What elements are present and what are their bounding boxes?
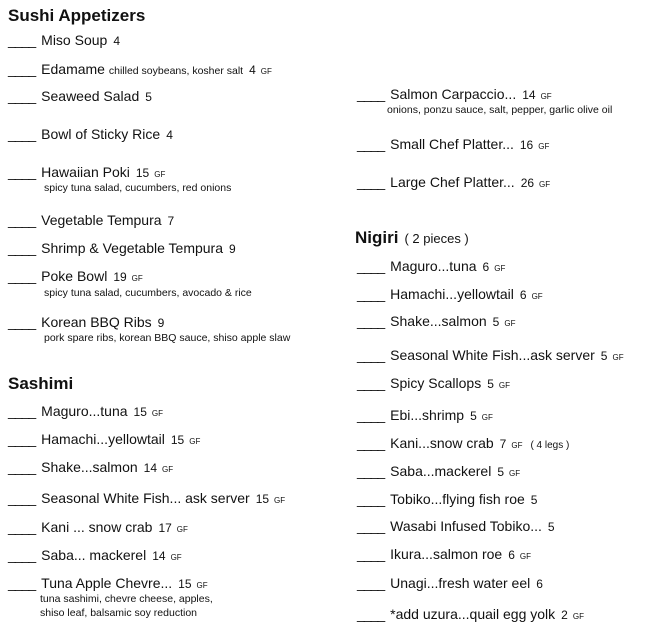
menu-item: ____ Tobiko...flying fish roe 5 [357,491,538,507]
menu-item: ____ Shrimp & Vegetable Tempura 9 [8,240,236,256]
item-description: spicy tuna salad, cucumbers, red onions [44,182,232,194]
menu-item: ____ Large Chef Platter... 26 GF [357,174,551,190]
menu-item: ____ Ebi...shrimp 5 GF [357,407,493,423]
menu-item: ____ Small Chef Platter... 16 GF [357,136,550,152]
menu-item: ____ Maguro...tuna 15 GF [8,403,164,419]
menu-item: ____ Vegetable Tempura 7 [8,212,175,228]
menu-item: ____ Unagi...fresh water eel 6 [357,575,543,591]
menu-item: ____ Kani...snow crab 7 GF ( 4 legs ) [357,435,570,451]
menu-item: ____ Saba... mackerel 14 GF [8,547,182,563]
menu-item: ____ Seasonal White Fish...ask server 5 GF [357,347,624,363]
item-description: shiso leaf, balsamic soy reduction [40,607,197,619]
item-description: spicy tuna salad, cucumbers, avocado & rice [44,287,252,299]
menu-item: ____ Tuna Apple Chevre... 15 GF [8,575,208,591]
menu-item: ____ *add uzura...quail egg yolk 2 GF [357,606,584,622]
menu-item: ____ Bowl of Sticky Rice 4 [8,126,173,142]
menu-item: ____ Ikura...salmon roe 6 GF [357,546,532,562]
menu-item: ____ Hamachi...yellowtail 15 GF [8,431,201,447]
menu-item: ____ Miso Soup 4 [8,32,120,48]
menu-item: ____ Seaweed Salad 5 [8,88,152,104]
menu-item: ____ Maguro...tuna 6 GF [357,258,506,274]
menu-item: ____ Wasabi Infused Tobiko... 5 [357,518,555,534]
section-title-nigiri: Nigiri ( 2 pieces ) [355,228,469,247]
item-description: tuna sashimi, chevre cheese, apples, [40,593,213,605]
menu-item: ____ Shake...salmon 5 GF [357,313,516,329]
menu-item: ____ Hamachi...yellowtail 6 GF [357,286,543,302]
menu-item: ____ Saba...mackerel 5 GF [357,463,521,479]
menu-item: ____ Kani ... snow crab 17 GF [8,519,188,535]
menu-item: ____ Edamame chilled soybeans, kosher salt 4 GF [8,61,272,77]
menu-item: ____ Salmon Carpaccio... 14 GF [357,86,552,102]
menu-item: ____ Seasonal White Fish... ask server 15 GF [8,490,286,506]
menu-item: ____ Poke Bowl 19 GF [8,268,143,284]
menu-item: ____ Korean BBQ Ribs 9 [8,314,165,330]
menu-item: ____ Hawaiian Poki 15 GF [8,164,166,180]
menu-item: ____ Spicy Scallops 5 GF [357,375,510,391]
item-description: pork spare ribs, korean BBQ sauce, shiso apple slaw [44,332,291,344]
menu-item: ____ Shake...salmon 14 GF [8,459,174,475]
section-title-appetizers: Sushi Appetizers [8,6,146,25]
section-title-sashimi: Sashimi [8,374,74,393]
item-description: onions, ponzu sauce, salt, pepper, garlic olive oil [387,104,613,116]
